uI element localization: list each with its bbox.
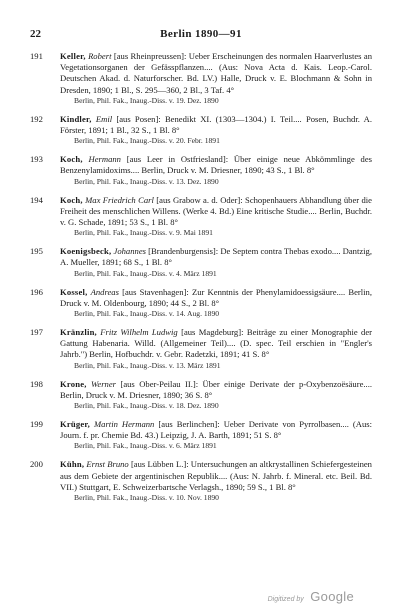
bibliography-entry xyxy=(30,195,372,239)
entry-body: [aus Berlinchen]: Ueber Derivate von Pyrrolbasen.... (Aus: Journ. f. pr. Chemie Bd. 43.) Leipzig, J. A. Barth, 1891; 51 S. 8° xyxy=(60,419,372,441)
entry-number: 200 xyxy=(30,459,43,470)
author-surname: Krone, xyxy=(60,378,87,389)
author-given-name: Martin Hermann xyxy=(94,419,155,430)
entry-body: [Brandenburgensis]: De Septem contra Thebas exodo.... Dantzig, A. Mueller, 1891; 68 S., 1 Bl. 8° xyxy=(60,246,373,268)
entry-number: 191 xyxy=(30,51,43,61)
dissertation-note: Berlin, Phil. Fak., Inaug.-Diss. v. 20. Febr. 1891 xyxy=(74,136,220,146)
entry-number: 196 xyxy=(30,286,43,297)
bibliography-entry xyxy=(30,327,372,371)
author-given-name: Johannes xyxy=(113,246,146,257)
entry-text xyxy=(60,114,372,136)
bibliography-entry xyxy=(30,154,372,186)
dissertation-note: Berlin, Phil. Fak., Inaug.-Diss. v. 10. Nov. 1890 xyxy=(74,493,219,503)
entry-body: [aus Grabow a. d. Oder]: Schopenhauers Abhandlung über die Freiheit des menschlichen Willens. (Werke 4. Bd.) Eine kritische Studie.... Berlin, Buchdr. v. G. Schade, 1891; 53 S., 1 Bl. 8° xyxy=(60,194,372,228)
entry-body: [aus Lübben L.]: Untersuchungen an altkrystallinen Schiefergesteinen aus dem Gebiete der argentinischen Republik.... (Aus: N. Jahrb. f. Mineral. etc. Beil. Bd. VII.) Stuttgart, E. Schweizerbartsche Verlagsh., 1890; 59 S., 1 Bl. 8° xyxy=(60,459,372,492)
bibliography-entry xyxy=(30,246,372,278)
entry-body: [aus Ober-Peilau II.]: Über einige Derivate der p-Oxybenzoësäure.... Berlin, Druck v. M. Driesner, 1890; 36 S. 8° xyxy=(60,378,372,400)
entry-text xyxy=(60,379,372,401)
dissertation-note: Berlin, Phil. Fak., Inaug.-Diss. v. 13. März 1891 xyxy=(74,360,221,370)
running-header xyxy=(30,28,372,42)
author-given-name: Emil xyxy=(95,113,113,124)
google-logo-text: Google xyxy=(310,589,354,604)
dissertation-note: Berlin, Phil. Fak., Inaug.-Diss. v. 18. Dez. 1890 xyxy=(74,401,219,411)
entry-body: [aus Stavenhagen]: Zur Kenntnis der Phenylamidoessigsäure.... Berlin, Druck v. M. Oldenbourg, 1890; 44 S., 2 Bl. 8° xyxy=(60,286,372,308)
bibliography-entry xyxy=(30,114,372,146)
dissertation-note: Berlin, Phil. Fak., Inaug.-Diss. v. 9. Mai 1891 xyxy=(74,228,213,238)
bibliography-entry xyxy=(30,459,372,503)
running-title: Berlin 1890—91 xyxy=(160,28,242,40)
bibliography-entry xyxy=(30,419,372,451)
bibliography-entry xyxy=(30,379,372,411)
entry-number: 194 xyxy=(30,194,43,205)
author-given-name: Fritz Wilhelm Ludwig xyxy=(100,327,178,338)
author-given-name: Andreas xyxy=(90,286,119,297)
author-surname: Koenigsbeck, xyxy=(60,246,112,257)
entry-number: 199 xyxy=(30,419,43,430)
entry-number: 195 xyxy=(30,246,43,257)
entry-text xyxy=(60,51,372,96)
entry-body: [aus Leer in Ostfriesland]: Über einige neue Abkömmlinge des Benzenylamidoxims.... Berlin, Druck v. M. Driesner, 1890; 43 S., 1 Bl. 8° xyxy=(60,154,372,176)
entry-list xyxy=(30,51,372,511)
dissertation-note: Berlin, Phil. Fak., Inaug.-Diss. v. 6. März 1891 xyxy=(74,441,217,451)
author-surname: Kühn, xyxy=(60,459,85,470)
entry-number: 198 xyxy=(30,378,43,389)
dissertation-note: Berlin, Phil. Fak., Inaug.-Diss. v. 14. Aug. 1890 xyxy=(74,309,220,319)
watermark-prefix: Digitized by xyxy=(267,596,304,603)
author-surname: Koch, xyxy=(60,194,83,205)
author-surname: Keller, xyxy=(60,51,86,61)
author-given-name: Werner xyxy=(91,378,117,389)
author-given-name: Ernst Bruno xyxy=(86,459,129,470)
entry-text xyxy=(60,327,372,361)
author-given-name: Max Friedrich Carl xyxy=(85,194,154,205)
entry-number: 192 xyxy=(30,113,43,124)
author-given-name: Hermann xyxy=(88,154,121,165)
dissertation-note: Berlin, Phil. Fak., Inaug.-Diss. v. 13. Dez. 1890 xyxy=(74,176,219,186)
author-surname: Kindler, xyxy=(60,113,92,124)
entry-text xyxy=(60,287,372,309)
entry-number: 193 xyxy=(30,154,43,165)
author-surname: Kränzlin, xyxy=(60,327,97,338)
author-surname: Kossel, xyxy=(60,286,88,297)
dissertation-note: Berlin, Phil. Fak., Inaug.-Diss. v. 19. Dez. 1890 xyxy=(74,95,219,105)
digitized-by-google-watermark xyxy=(268,588,354,606)
entry-text xyxy=(60,195,372,229)
bibliography-entry xyxy=(30,287,372,319)
entry-number: 197 xyxy=(30,327,43,338)
entry-text xyxy=(60,246,372,268)
entry-text xyxy=(60,154,372,176)
page-number: 22 xyxy=(30,28,41,40)
author-surname: Krüger, xyxy=(60,419,90,430)
author-given-name: Robert xyxy=(88,51,112,61)
entry-text xyxy=(60,459,372,493)
entry-body: [aus Magdeburg]: Beiträge zu einer Monographie der Gattung Habenaria. Willd. (Allgemeiner Teil).... (D. spec. Teil erschien in "Engler's Jahrb.") Berlin, Hofbuchdr. v. Gebr. Radetzki, 1891; 41 S. 8° xyxy=(60,327,372,360)
author-surname: Koch, xyxy=(60,154,83,165)
dissertation-note: Berlin, Phil. Fak., Inaug.-Diss. v. 4. März 1891 xyxy=(74,268,217,278)
entry-text xyxy=(60,419,372,441)
bibliography-entry xyxy=(30,51,372,106)
entry-body: [aus Rheinpreussen]: Ueber Erscheinungen des normalen Haarverlustes an Vegetationsorganen der Gefässpflanzen.... (Aus: Nova Acta d. Kais. Leop.-Carol. Deutschen Akad. d. Naturforscher. Bd. LV.) Halle, Druck v. E. Blochmann & Sohn in Dresden, 1890; 1 Bl., S. 295—360, 2 Bl., 3 Taf. 4° xyxy=(60,51,373,95)
entry-body: [aus Posen]: Benedikt XI. (1303—1304.) I. Teil.... Posen, Buchdr. A. Förster, 1891; 1 Bl., 32 S., 1 Bl. 8° xyxy=(60,113,372,136)
